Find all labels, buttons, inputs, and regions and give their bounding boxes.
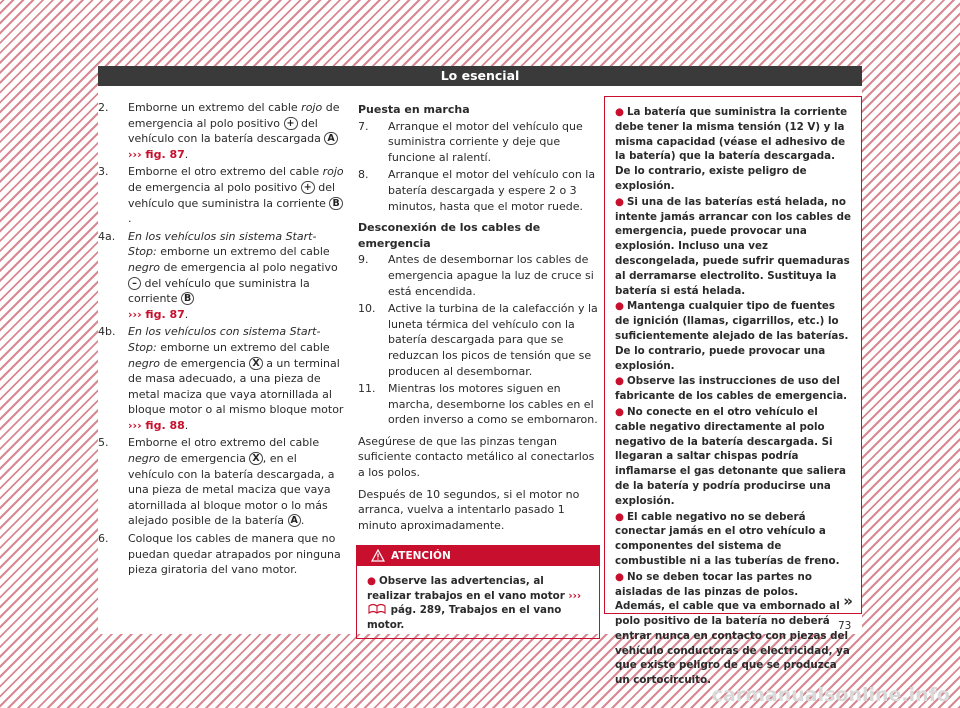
minus-terminal-icon: –: [128, 277, 141, 290]
step-5: 5. Emborne el otro extremo del cable negro de emergencia X , en el vehículo con la batería descargada, a una pieza de metal maciza que vaya atornillada al bloque motor o lo más alejado posible de la batería A .: [98, 436, 335, 528]
warning-item: ● Si una de las baterías está helada, no intente jamás arrancar con los cables de emergencia, puede provocar una explosión. Incluso una vez descongelada, puede sufrir quemaduras al derramarse electrolito. Sustituya la batería si está helada.: [615, 195, 851, 297]
step-4b: 4b. En los vehículos con sistema Start-Stop: emborne un extremo del cable negro de emergencia X a un terminal de masa adecuado, a una pieza de metal maciza que vaya atornillada al bloque motor o al mismo bloque motor ››› fig. 88.: [98, 325, 344, 432]
figure-link[interactable]: ››› fig. 87: [128, 307, 185, 321]
watermark: carmanualsonline.info: [711, 684, 950, 706]
page-reference: pág. 289, Trabajos en el vano motor: [367, 604, 562, 631]
warning-triangle-icon: [371, 549, 385, 562]
warning-header: [357, 546, 599, 566]
battery-a-badge: A: [324, 132, 337, 145]
step-number: 3.: [98, 165, 109, 179]
warning-item: ● No se deben tocar las partes no aisladas de las pinzas de polos. Además, el cable que va embornado al polo positivo de la batería no deberá entrar nunca en contacto con piezas del vehículo conductoras de electricidad, ya que existe peligro de que se produzca un cortocircuito.: [615, 570, 850, 687]
figure-link[interactable]: ››› fig. 87: [128, 147, 185, 161]
step-number: 8.: [358, 168, 369, 182]
section-heading: Puesta en marcha: [358, 103, 470, 116]
step-2: 2. Emborne un extremo del cable rojo de emergencia al polo positivo + del vehículo con la batería descargada A ››› fig. 87.: [98, 101, 340, 161]
step-7: 7. Arranque el motor del vehículo que suministra corriente y deje que funcione al ralentí.: [358, 119, 583, 164]
step-number: 4a.: [98, 229, 116, 243]
bullet-icon: ●: [615, 570, 624, 583]
bullet-icon: ●: [615, 375, 624, 388]
ground-x-badge: X: [249, 452, 262, 465]
battery-b-badge: B: [181, 292, 194, 305]
bullet-icon: ●: [615, 510, 624, 523]
ground-x-badge: X: [249, 357, 262, 370]
step-number: 4b.: [98, 325, 116, 339]
paragraph: Después de 10 segundos, si el motor no arranca, vuelva a intentarlo pasado 1 minuto aproximadamente.: [358, 487, 580, 532]
step-number: 7.: [358, 119, 369, 133]
bullet-icon: ●: [615, 195, 624, 208]
step-6: 6. Coloque los cables de manera que no puedan quedar atrapados por ninguna pieza giratoria del vano motor.: [98, 532, 341, 577]
bullet-icon: ●: [615, 106, 624, 118]
warning-title: ATENCIÓN: [391, 550, 451, 563]
warning-item: ● No conecte en el otro vehículo el cable negativo directamente al polo negativo de la batería descargada. Si llegaran a saltar chispas podría inflamarse el gas detonante que saliera de la batería y podría producirse una explosión.: [615, 405, 846, 507]
continue-arrow-icon: »: [843, 592, 853, 611]
book-icon: [367, 603, 387, 615]
warning-body: ● Observe las advertencias, al realizar trabajos en el vano motor ››› pág. 289, Trabajos en el vano motor.: [367, 575, 582, 631]
bullet-icon: ●: [615, 300, 624, 313]
warning-box: [356, 545, 600, 639]
battery-b-badge: B: [329, 197, 342, 210]
warning-item: ● Observe las instrucciones de uso del fabricante de los cables de emergencia.: [615, 375, 848, 403]
plus-terminal-icon: +: [301, 181, 315, 194]
figure-link[interactable]: ››› fig. 88: [128, 418, 185, 432]
paragraph: Asegúrese de que las pinzas tengan suficiente contacto metálico al conectarlos a los polos.: [358, 434, 595, 480]
warning-item: ● Mantenga cualquier tipo de fuentes de ignición (llamas, cigarrillos, etc.) lo suficientemente alejado de las baterías. De lo contrario, puede provocar una explosión.: [615, 300, 849, 372]
column-2: [358, 100, 602, 639]
step-11: 11. Mientras los motores siguen en marcha, desemborne los cables en el orden inverso a como se embornaron.: [358, 382, 598, 427]
warning-item: ● El cable negativo no se deberá conectar jamás en el otro vehículo a componentes del sistema de combustible ni a las tuberías de freno.: [615, 510, 840, 567]
step-number: 5.: [98, 436, 109, 450]
step-number: 6.: [98, 532, 109, 546]
bullet-icon: ●: [367, 575, 376, 588]
step-number: 9.: [358, 253, 369, 267]
plus-terminal-icon: +: [284, 117, 298, 130]
step-4a: 4a. En los vehículos sin sistema Start-Stop: emborne un extremo del cable negro de emergencia al polo negativo – del vehículo que suministra la corriente B ››› fig. 87.: [98, 229, 338, 321]
column-1: [98, 100, 344, 580]
step-10: 10. Active la turbina de la calefacción y la luneta térmica del vehículo con la batería descargada para que se reduzcan los picos de tensión que se producen al desembornar.: [358, 302, 598, 378]
battery-a-badge: A: [288, 514, 301, 527]
step-number: 10.: [358, 302, 376, 316]
step-9: 9. Antes de desembornar los cables de emergencia apague la luz de cruce si está encendida.: [358, 253, 594, 298]
step-8: 8. Arranque el motor del vehículo con la batería descargada y espere 2 o 3 minutos, hasta que el motor ruede.: [358, 168, 596, 213]
warning-item: ● La batería que suministra la corriente debe tener la misma tensión (12 V) y la misma capacidad (véase el adhesivo de la batería) que la batería descargada. De lo contrario, existe peligro de explosión.: [615, 106, 848, 192]
section-heading: Desconexión de los cables de emergencia: [358, 221, 541, 250]
page-number: 73: [838, 620, 852, 632]
bullet-icon: ●: [615, 405, 624, 418]
step-3: 3. Emborne el otro extremo del cable rojo de emergencia al polo positivo + del vehículo que suministra la corriente B.: [98, 165, 344, 226]
page-link-arrow[interactable]: ›››: [568, 589, 582, 602]
page-header: Lo esencial: [98, 66, 862, 86]
step-number: 2.: [98, 101, 109, 114]
step-number: 11.: [358, 382, 376, 396]
